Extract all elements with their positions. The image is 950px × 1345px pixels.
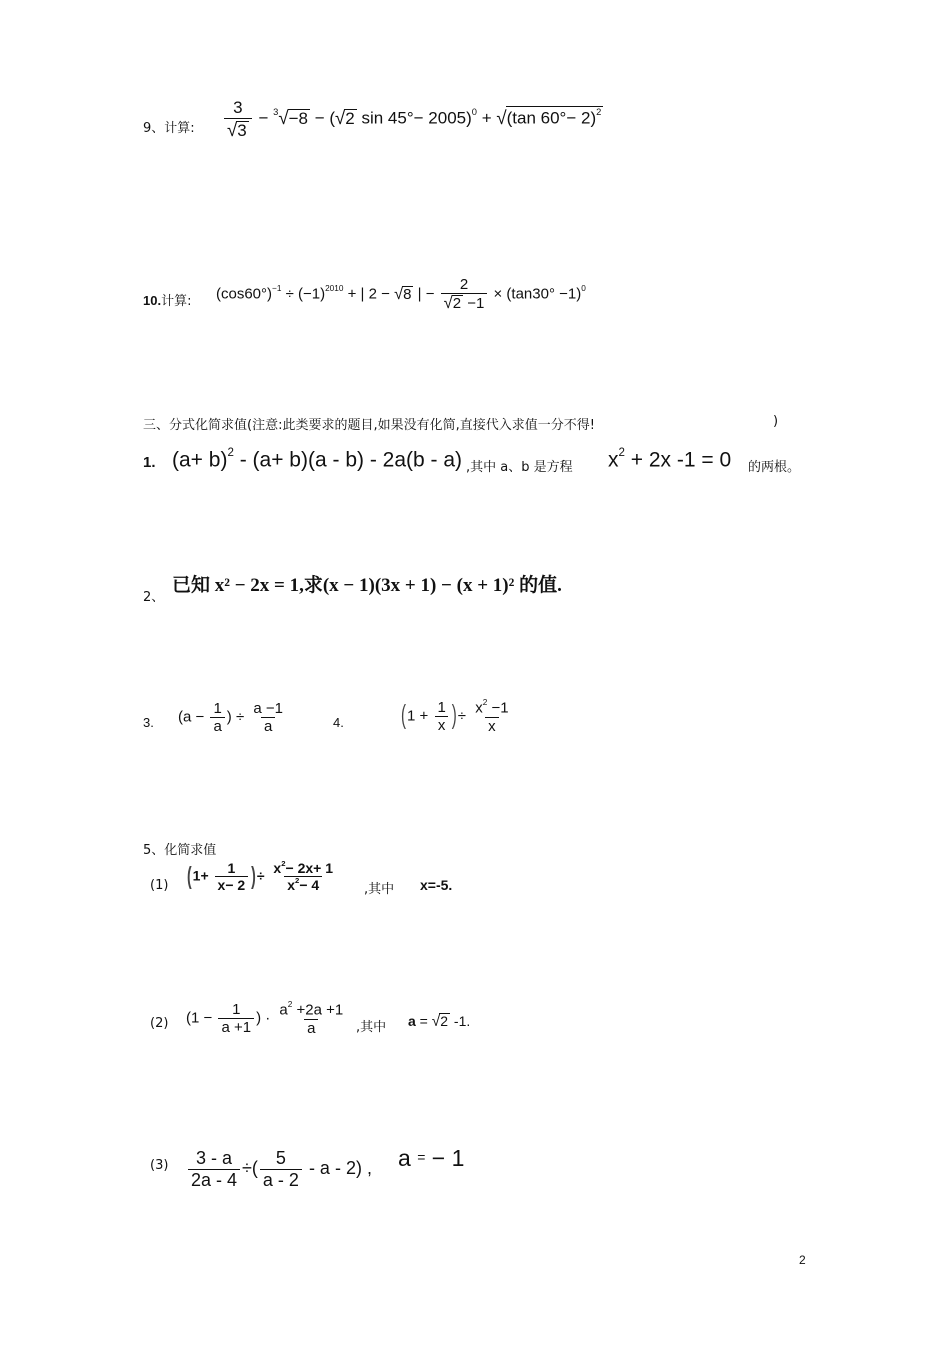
p5-2-condition: a = √2 -1. — [408, 1013, 471, 1030]
p5-1-condition: x=-5. — [420, 877, 453, 893]
p5-2-condition-label: ,其中 — [356, 1020, 387, 1035]
p4-expression: (1 + $\frac{1}{x}$ )÷ $\frac{x^2 -1}{x}$ — [401, 698, 509, 735]
p5-1-number: (1) — [150, 878, 169, 893]
p5-1-condition-label: ,其中 — [364, 882, 395, 897]
p1-tail: 的两根。 — [748, 460, 801, 475]
q9-expression: $\frac{3}{√3}$ − $^3$√−8 − (√2 sin 45°− 2005)$^0$ + √(tan 60°− 2)$^2$ — [222, 98, 603, 140]
p1-equation: $x^2 + 2x$ -1 = 0 — [608, 447, 732, 472]
section3-heading-close: ) — [773, 414, 779, 429]
q10-label: 10.计算: — [143, 293, 192, 309]
section3-heading: 三、分式化简求值(注意:此类要求的题目,如果没有化简,直接代入求值一分不得! — [143, 418, 595, 433]
p5-3-number: (3) — [150, 1158, 169, 1173]
q10-expression: $(\cos 60^\circ)^{-1} \div (-1)^{2010}$ + | 2 − √8 | − $\frac{2}{√2 -1}$ × $(\tan 30^\circ -1)^0$ — [216, 276, 586, 313]
p1-expression: $(a+ b)^2 - (a+ b)(a - b) - 2a(b - a)$ — [172, 447, 463, 472]
p5-1-expression: (1+ $\frac{1}{x- 2}$ )÷ $\frac{x^2- 2x+ 1}{x^2- 4}$ — [187, 859, 333, 894]
p3-expression: (a − $\frac{1}{a}$ ) ÷ $\frac{a -1}{a}$ — [178, 700, 283, 736]
q9-label: 9、计算: — [143, 121, 195, 136]
p3-number: 3. — [143, 715, 154, 730]
p2-statement: 已知 x² − 2x = 1,求(x − 1)(3x + 1) − (x + 1)² 的值. — [172, 575, 562, 596]
p4-number: 4. — [333, 715, 344, 730]
p5-3-expression: $\frac{3 - a}{2a - 4}$ ÷( $\frac{5}{a - 2}$ - a - 2) , — [186, 1148, 372, 1190]
p1-number: 1. — [143, 454, 156, 471]
p5-2-expression: (1 − $\frac{1}{a +1}$ ) · $\frac{a^2 +2a +1}{a}$ — [186, 1000, 344, 1037]
p5-heading: 5、化简求值 — [143, 843, 217, 858]
p1-condition-label: ,其中 a、b 是方程 — [466, 460, 573, 475]
p5-3-condition: a = − 1 — [398, 1145, 465, 1171]
p2-number: 2、 — [143, 590, 165, 605]
p5-2-number: (2) — [150, 1016, 169, 1031]
page-number: 2 — [799, 1253, 806, 1267]
